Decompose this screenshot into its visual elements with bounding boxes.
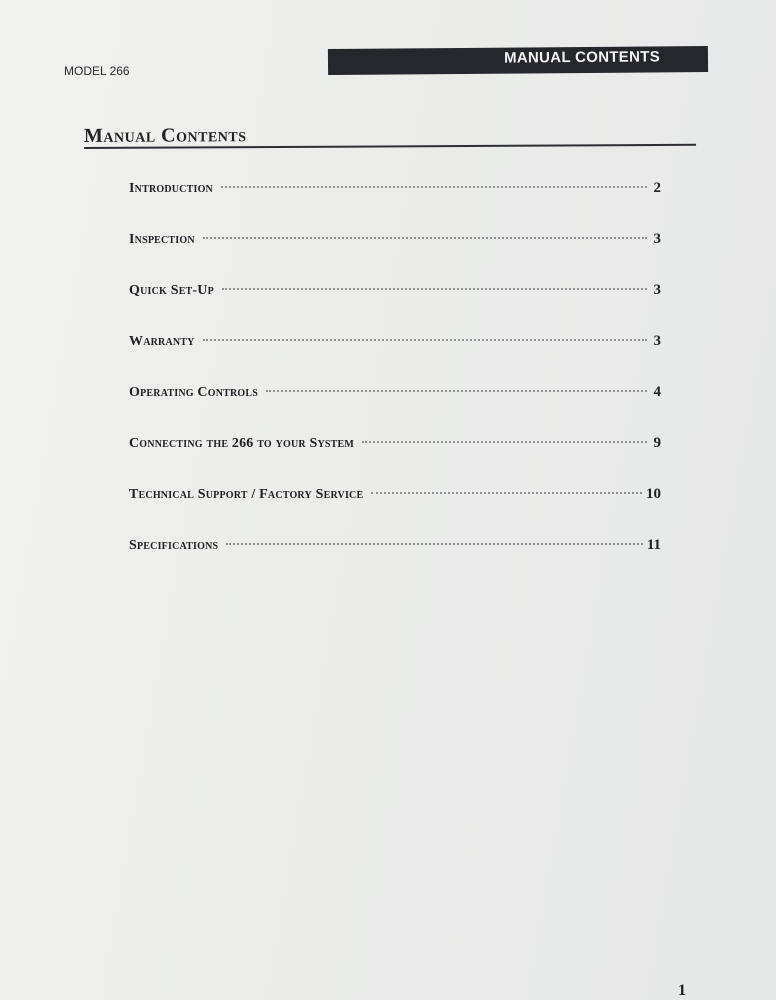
dot-leader xyxy=(203,339,647,341)
toc-entry-operating-controls[interactable] xyxy=(129,380,661,431)
dot-leader xyxy=(203,237,647,239)
toc-entry-page: 2 xyxy=(653,180,661,196)
toc-entry-label: Operating Controls xyxy=(129,385,259,400)
toc-entry-introduction[interactable] xyxy=(129,176,661,227)
dot-leader xyxy=(266,390,647,392)
toc-entry-label: Technical Support / Factory Service xyxy=(129,487,364,502)
toc-entry-label: Introduction xyxy=(129,181,213,196)
toc-entry-label: Quick Set-Up xyxy=(129,283,214,298)
toc-entry-connecting[interactable] xyxy=(129,431,661,482)
toc-entry-label: Inspection xyxy=(129,232,195,247)
page-number: 1 xyxy=(678,982,686,999)
toc-entry-page: 3 xyxy=(653,333,661,349)
toc-entry-page: 4 xyxy=(653,384,661,400)
page-title: Manual Contents xyxy=(83,124,247,147)
model-label: MODEL 266 xyxy=(64,64,130,78)
toc-entry-label: Warranty xyxy=(129,334,195,349)
toc-entry-page: 10 xyxy=(646,486,661,502)
toc-entry-page: 11 xyxy=(646,537,661,553)
header-bar xyxy=(328,46,708,75)
toc-entry-page: 9 xyxy=(653,435,661,451)
section-heading xyxy=(84,122,696,149)
toc-entry-technical-support[interactable] xyxy=(129,482,661,533)
dot-leader xyxy=(221,186,647,188)
dot-leader xyxy=(362,441,647,443)
toc-entry-page: 3 xyxy=(653,282,661,298)
toc-entry-page: 3 xyxy=(653,231,661,247)
toc-entry-label: Connecting the 266 to your System xyxy=(129,436,355,451)
header-bar-title: MANUAL CONTENTS xyxy=(504,48,661,67)
dot-leader xyxy=(222,288,647,290)
toc-entry-warranty[interactable] xyxy=(129,329,661,380)
toc-entry-specifications[interactable] xyxy=(129,533,661,584)
toc-entry-inspection[interactable] xyxy=(129,227,661,278)
toc-entry-label: Specifications xyxy=(129,538,219,553)
table-of-contents xyxy=(129,176,661,584)
toc-entry-quick-set-up[interactable] xyxy=(129,278,661,329)
dot-leader xyxy=(226,543,643,545)
dot-leader xyxy=(371,492,642,494)
